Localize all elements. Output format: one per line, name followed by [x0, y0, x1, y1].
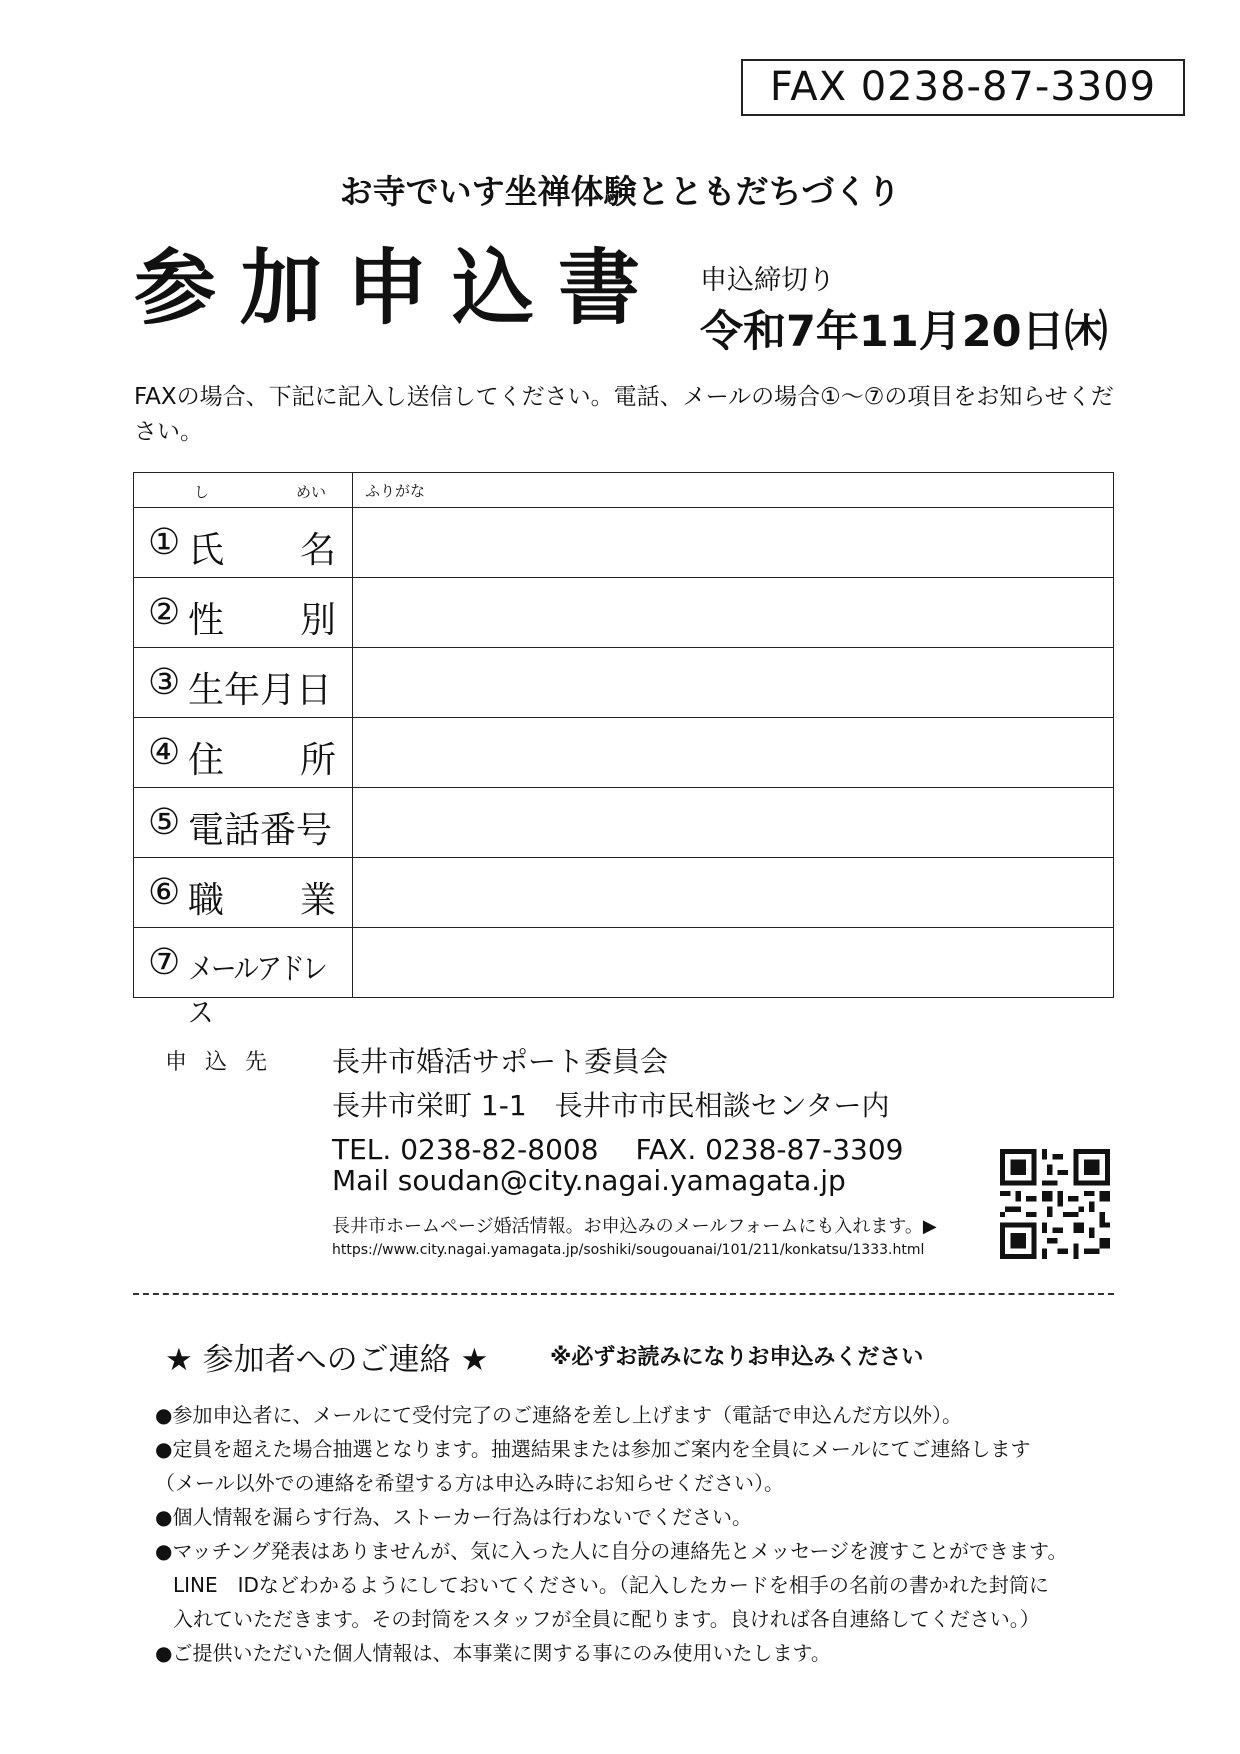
field-label-name — [134, 508, 353, 578]
field-label-text: 生年月日 — [188, 670, 333, 711]
form-row-gender — [134, 578, 1114, 648]
field-number: ① — [148, 522, 181, 563]
notice-item: （メール以外での連絡を希望する方は申込み時にお知らせください）。 — [155, 1471, 784, 1495]
furigana-mei: めい — [296, 483, 327, 501]
deadline-date: 令和7年11月20日㈭ — [700, 307, 1108, 357]
field-number: ⑥ — [148, 872, 181, 913]
notice-item: ●定員を超えた場合抽選となります。抽選結果または参加ご案内を全員にメールにてご連絡します — [155, 1437, 1031, 1461]
notice-subtitle: ※必ずお読みになりお申込みください — [550, 1345, 924, 1370]
deadline-label: 申込締切り — [700, 265, 835, 296]
field-number: ⑦ — [148, 942, 181, 983]
notice-title: ★ 参加者へのご連絡 ★ — [165, 1342, 489, 1378]
notice-list — [155, 1398, 1155, 1670]
fax-number-box: FAX 0238-87-3309 — [741, 59, 1185, 116]
field-label-occupation — [134, 858, 353, 928]
form-row-phone — [134, 788, 1114, 858]
event-subtitle: お寺でいす坐禅体験とともだちづくり — [339, 172, 901, 211]
furigana-shi: し — [194, 483, 210, 501]
furigana-label-cell — [134, 473, 353, 508]
gender-input[interactable] — [353, 578, 1114, 648]
furigana-row — [134, 473, 1114, 508]
field-number: ② — [148, 592, 181, 633]
notice-item: ●個人情報を漏らす行為、ストーカー行為は行わないでください。 — [155, 1505, 753, 1529]
field-number: ④ — [148, 732, 181, 773]
furigana-input[interactable]: ふりがな — [353, 473, 1114, 508]
form-row-occupation — [134, 858, 1114, 928]
birthdate-input[interactable] — [353, 648, 1114, 718]
form-row-birthdate — [134, 648, 1114, 718]
destination-label: 申込先 — [165, 1050, 286, 1075]
field-number: ③ — [148, 662, 181, 703]
field-label-text: メールアドレス — [188, 952, 326, 1031]
name-input[interactable] — [353, 508, 1114, 578]
field-number: ⑤ — [148, 802, 181, 843]
field-label-text: 別 — [299, 600, 336, 641]
notice-item: ●マッチング発表はありませんが、気に入った人に自分の連絡先とメッセージを渡すことができます。 — [155, 1539, 1068, 1563]
notice-item: ●参加申込者に、メールにて受付完了のご連絡を差し上げます（電話で申込んだ方以外）。 — [155, 1403, 963, 1427]
homepage-url-link[interactable]: https://www.city.nagai.yamagata.jp/soshiki/sougouanai/101/211/konkatsu/1333.html — [332, 1242, 925, 1258]
form-row-address — [134, 718, 1114, 788]
phone-input[interactable] — [353, 788, 1114, 858]
field-label-text: 名 — [299, 530, 336, 571]
address-input[interactable] — [353, 718, 1114, 788]
field-label-text: 職 — [188, 880, 225, 921]
destination-address: 長井市栄町 1-1 長井市市民相談センター内 — [332, 1089, 890, 1122]
qr-code-icon[interactable] — [1000, 1149, 1110, 1259]
destination-tel-fax: TEL. 0238-82-8008 FAX. 0238-87-3309 — [332, 1133, 904, 1166]
notice-item: 入れていただきます。その封筒をスタッフが全員に配ります。良ければ各自連絡してください。） — [173, 1607, 1040, 1631]
field-label-text: 住 — [188, 740, 225, 781]
instructions-text: FAXの場合、下記に記入し送信してください。電話、メールの場合①～⑦の項目をお知らせください。 — [134, 384, 1114, 445]
homepage-info-text: 長井市ホームページ婚活情報。お申込みのメールフォームにも入れます。▶ — [332, 1216, 937, 1237]
application-form-table — [133, 472, 1114, 1031]
email-input[interactable] — [353, 928, 1114, 998]
field-label-birthdate — [134, 648, 353, 718]
form-row-name — [134, 508, 1114, 578]
form-row-email — [134, 928, 1114, 998]
destination-mail[interactable]: Mail soudan@city.nagai.yamagata.jp — [332, 1164, 846, 1197]
field-label-text: 性 — [188, 600, 225, 641]
field-label-address — [134, 718, 353, 788]
field-label-text: 所 — [299, 740, 336, 781]
field-label-text: 電話番号 — [188, 810, 333, 851]
occupation-input[interactable] — [353, 858, 1114, 928]
page-title: 参加申込書 — [134, 241, 665, 336]
destination-org: 長井市婚活サポート委員会 — [332, 1045, 669, 1078]
field-label-text: 業 — [299, 880, 336, 921]
field-label-gender — [134, 578, 353, 648]
notice-item: ●ご提供いただいた個人情報は、本事業に関する事にのみ使用いたします。 — [155, 1641, 831, 1665]
field-label-text: 氏 — [188, 530, 225, 571]
field-label-phone — [134, 788, 353, 858]
field-label-email — [134, 928, 353, 1031]
notice-item: LINE IDなどわかるようにしておいてください。（記入したカードを相手の名前の書かれた封筒に — [173, 1573, 1049, 1597]
cut-line-divider — [133, 1293, 1114, 1295]
